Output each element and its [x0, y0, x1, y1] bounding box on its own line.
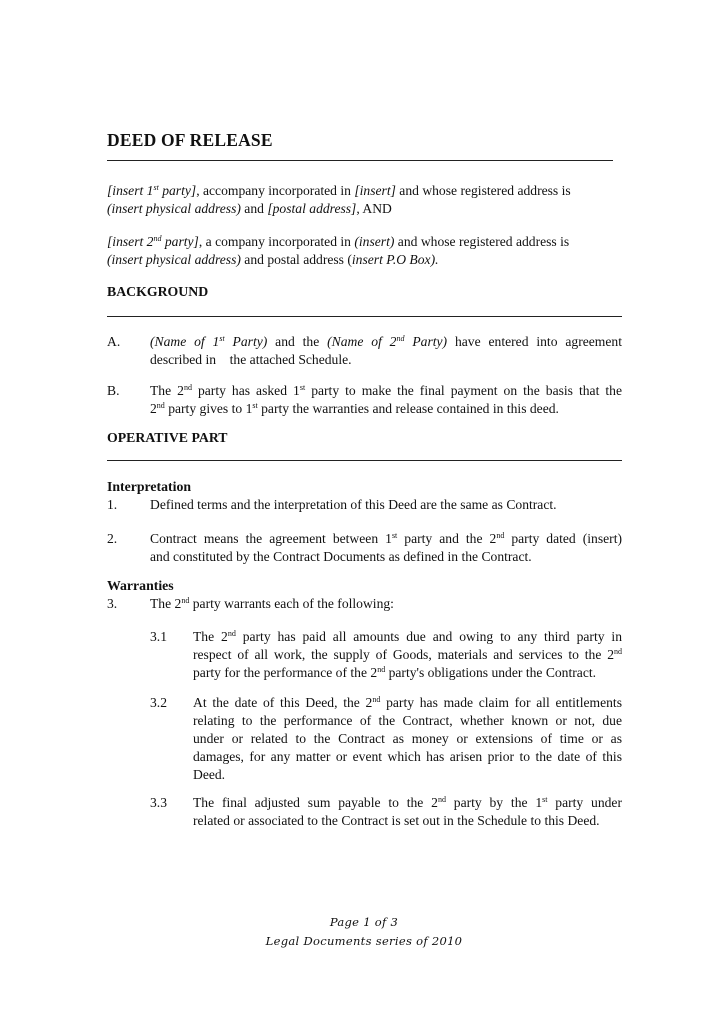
text-run: and whose registered address is: [394, 234, 570, 249]
text-run: party's obligations under the Contract.: [385, 665, 597, 680]
footer-series: Legal Documents series of 2010: [265, 934, 463, 948]
superscript: st: [299, 383, 306, 392]
text-run: The 2: [193, 629, 228, 644]
physical-address-placeholder: (insert physical address): [107, 252, 241, 267]
clause-3-number: 3.: [107, 596, 118, 611]
superscript: nd: [496, 531, 505, 540]
operative-rule: [107, 460, 622, 461]
text-run: Deed.: [193, 767, 226, 782]
superscript: st: [252, 401, 258, 410]
insert-placeholder: [insert]: [354, 183, 396, 198]
operative-part-heading: OPERATIVE PART: [107, 430, 228, 445]
superscript: nd: [181, 596, 190, 605]
clause-3-text: [150, 595, 622, 613]
clause-3-2-number: 3.2: [150, 695, 167, 710]
text-run: party warrants each of the following:: [189, 596, 394, 611]
text-run: and the: [267, 334, 328, 349]
clause-2-number: 2.: [107, 531, 118, 546]
text-run: respect of all work, the supply of Goods, materials and services to the 2: [193, 647, 614, 662]
superscript: nd: [377, 665, 386, 674]
text-run: relating to the performance of the Contract, whether known or not, due: [193, 713, 622, 728]
text-run: party the warranties and release contained in this deed.: [257, 401, 559, 416]
superscript: nd: [614, 647, 622, 656]
text-run: and constituted by the Contract Documents as defined in the Contract.: [150, 549, 532, 564]
clause-3-1-text: [193, 628, 622, 682]
text-run: party gives to 1: [164, 401, 253, 416]
party-2-placeholder: [insert 2: [107, 234, 154, 249]
text-run: party has made claim for all entitlements: [380, 695, 622, 710]
warranties-heading: Warranties: [107, 578, 174, 593]
clause-2-text: [150, 530, 622, 566]
text-run: , AND: [356, 201, 392, 216]
superscript: nd: [437, 795, 446, 804]
text-run: related or associated to the Contract is set out in the Schedule to this Deed.: [193, 813, 600, 828]
superscript: nd: [396, 334, 405, 343]
superscript: st: [153, 183, 159, 192]
text-run: The final adjusted sum payable to the 2: [193, 795, 438, 810]
background-rule: [107, 316, 622, 317]
text-run: , accompany incorporated in: [196, 183, 355, 198]
text-run: party under: [547, 795, 622, 810]
superscript: nd: [183, 383, 192, 392]
text-run: , a company incorporated in: [198, 234, 355, 249]
superscript: nd: [227, 629, 236, 638]
text-run: At the date of this Deed, the 2: [193, 695, 373, 710]
party-1-placeholder: [insert 1: [107, 183, 154, 198]
party-1-paragraph: [107, 182, 622, 218]
superscript: st: [542, 795, 548, 804]
recital-a-number: A.: [107, 334, 121, 349]
text-run: and postal address (: [240, 252, 352, 267]
insert-placeholder: (insert): [354, 234, 395, 249]
superscript: nd: [156, 401, 165, 410]
text-run: have entered into agreement: [447, 334, 622, 349]
text-run: party has asked 1: [191, 383, 300, 398]
party-1-placeholder-end: party]: [158, 183, 197, 198]
text-run: The 2: [150, 596, 182, 611]
recital-a-text: [150, 333, 622, 369]
text-run: party dated (insert): [504, 531, 623, 546]
superscript: st: [391, 531, 398, 540]
text-run: party by the 1: [445, 795, 543, 810]
recital-b-number: B.: [107, 383, 120, 398]
clause-3-3-text: [193, 794, 622, 830]
superscript: st: [219, 334, 225, 343]
party-2-paragraph: [107, 233, 622, 269]
clause-3-2-text: [193, 694, 622, 784]
text-run: under or related to the Contract as money or extensions of time or as: [193, 731, 622, 746]
text-run: and whose registered address is: [395, 183, 571, 198]
postal-address-placeholder: [postal address]: [267, 201, 357, 216]
text-run: 2: [150, 401, 157, 416]
footer-page-number: Page 1 of 3: [329, 915, 399, 929]
recital-b-text: [150, 382, 622, 418]
text-run: (Name of 2: [327, 334, 397, 349]
clause-3-1-number: 3.1: [150, 629, 167, 644]
text-run: damages, for any matter or event which has arisen prior to the date of this: [193, 749, 622, 764]
text-run: party to make the final payment on the basis that the: [305, 383, 622, 398]
text-run: party and the 2: [397, 531, 497, 546]
po-box-placeholder: insert P.O Box).: [351, 252, 439, 267]
text-run: (Name of 1: [150, 334, 220, 349]
physical-address-placeholder: (insert physical address): [107, 201, 241, 216]
text-run: and: [240, 201, 268, 216]
document-title: DEED OF RELEASE: [107, 130, 273, 150]
party-2-placeholder-end: party]: [161, 234, 199, 249]
clause-3-3-number: 3.3: [150, 795, 167, 810]
interpretation-heading: Interpretation: [107, 479, 192, 494]
text-run: party for the performance of the 2: [193, 665, 378, 680]
title-rule: [107, 160, 613, 161]
text-run: Party): [224, 334, 268, 349]
text-run: Party): [404, 334, 448, 349]
superscript: nd: [153, 234, 162, 243]
text-run: Contract means the agreement between 1: [150, 531, 392, 546]
superscript: nd: [372, 695, 381, 704]
clause-1-number: 1.: [107, 497, 118, 512]
background-heading: BACKGROUND: [107, 284, 209, 299]
text-run: The 2: [150, 383, 184, 398]
text-run: party has paid all amounts due and owing to any third party in: [235, 629, 622, 644]
clause-1-text: Defined terms and the interpretation of this Deed are the same as Contract.: [150, 497, 557, 512]
text-run: described in the attached Schedule.: [150, 352, 352, 367]
